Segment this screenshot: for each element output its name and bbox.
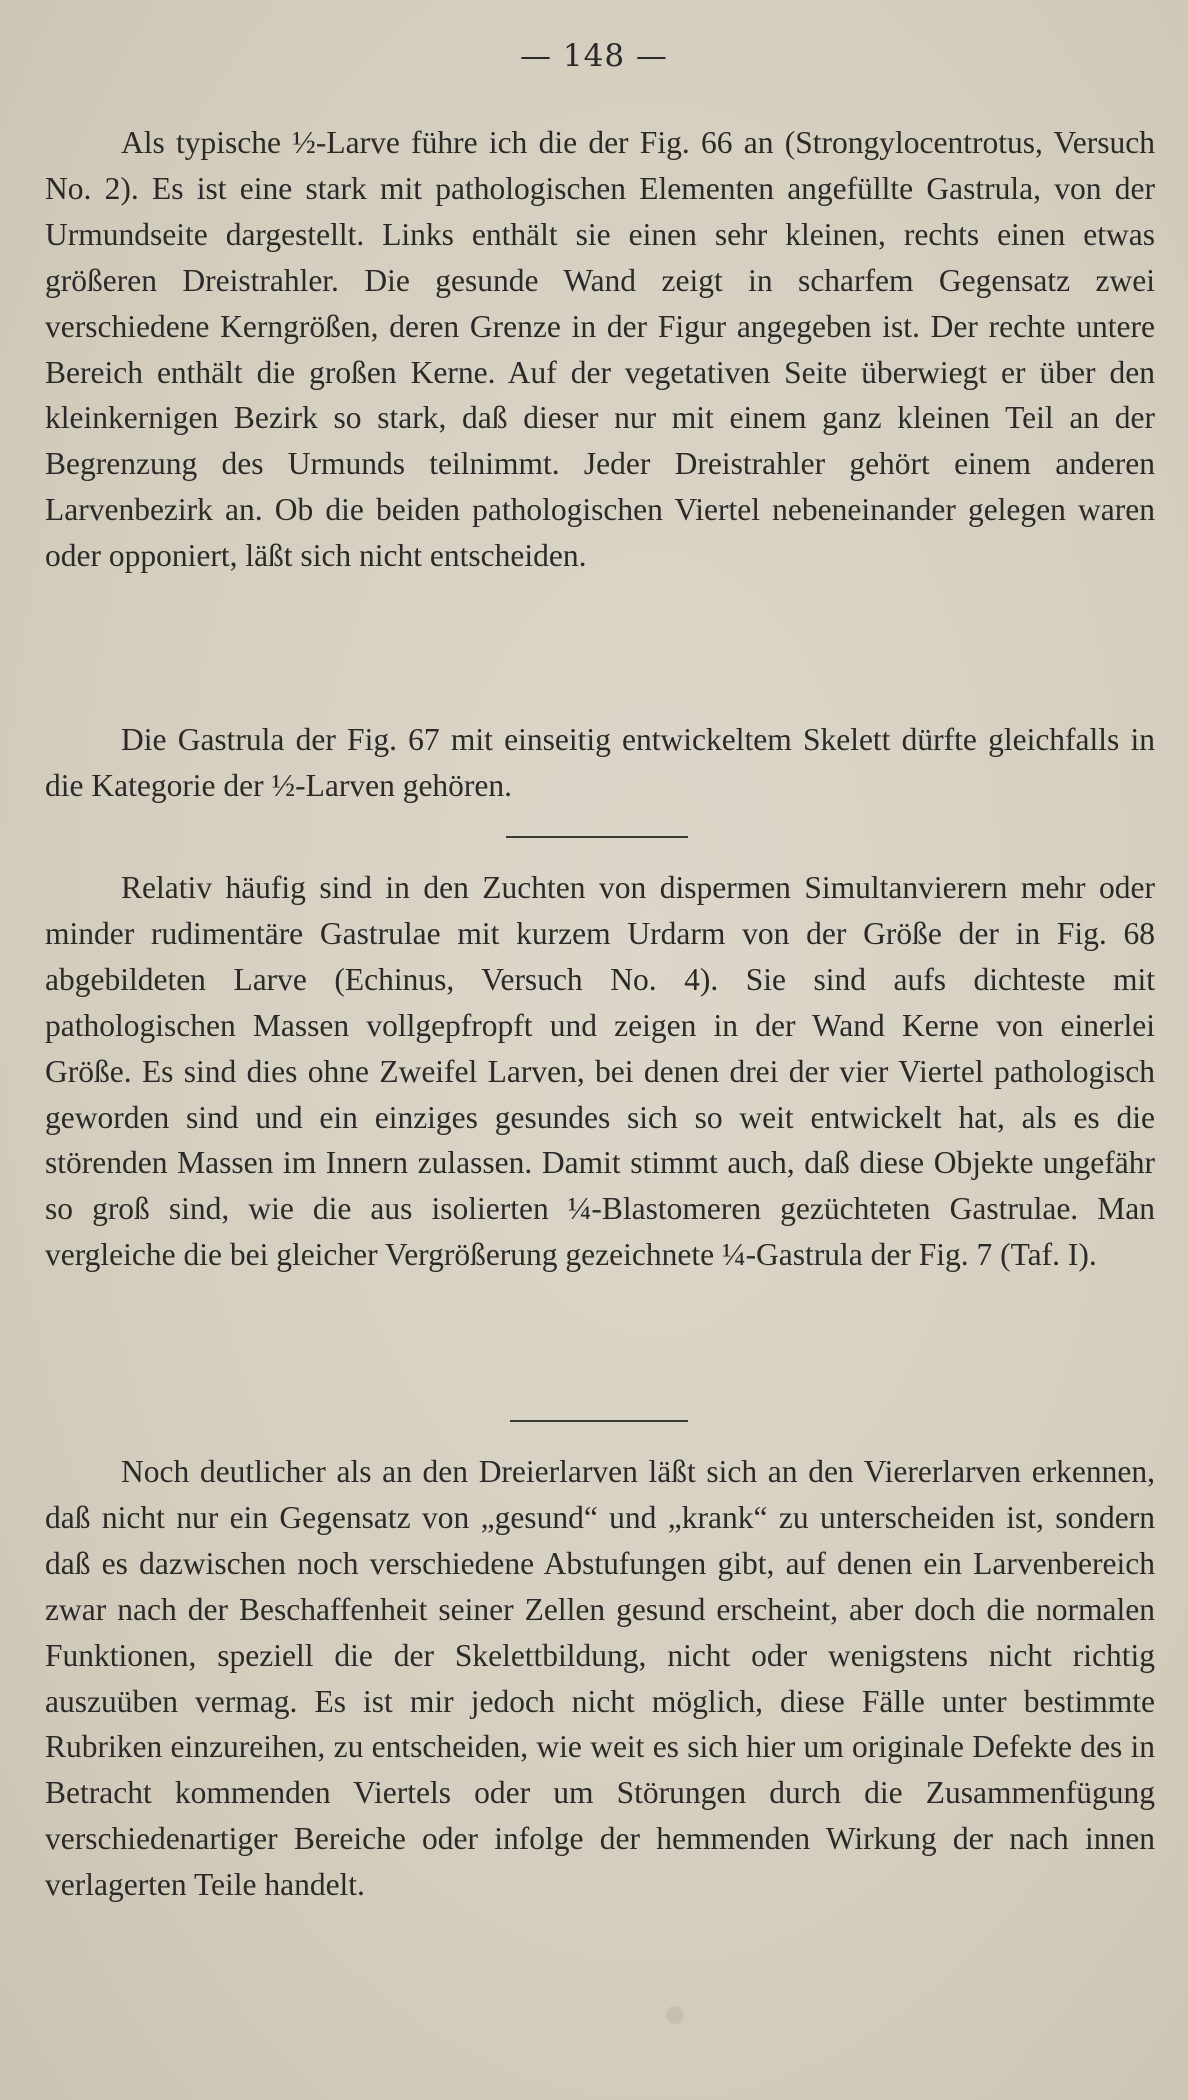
paper-stain: [666, 2006, 684, 2024]
paragraph-3: [45, 865, 1155, 1278]
paragraph-1: [45, 120, 1155, 579]
page-number: — 148 —: [520, 38, 668, 74]
paragraph-4: [45, 1449, 1155, 1908]
paragraph-text: Noch deutlicher als an den Dreierlarven läßt sich an den Viererlarven erkennen, daß nicht nur ein Gegensatz von „gesund“ und „krank“ zu unterscheiden ist, sondern daß es dazwischen noch verschiedene Abstufungen gibt, auf denen ein Larvenbereich zwar nach der Beschaffenheit seiner Zellen gesund erscheint, aber doch die normalen Funktionen, speziell die der Skelettbildung, nicht oder wenigstens nicht richtig auszuüben vermag. Es ist mir jedoch nicht möglich, diese Fälle unter bestimmte Rubriken einzureihen, zu entscheiden, wie weit es sich hier um originale Defekte des in Betracht kommenden Viertels oder um Störungen durch die Zusammenfügung verschiedenartiger Bereiche oder infolge der hemmenden Wirkung der nach innen verlagerten Teile handelt.: [45, 1454, 1155, 1903]
paragraph-text: Relativ häufig sind in den Zuchten von dispermen Simultanvierern mehr oder minder rudimentäre Gastrulae mit kurzem Urdarm von der Größe der in Fig. 68 abgebildeten Larve (Echinus, Versuch No. 4). Sie sind aufs dichteste mit pathologischen Massen vollgepfropft und zeigen in der Wand Kerne von einerlei Größe. Es sind dies ohne Zweifel Larven, bei denen drei der vier Viertel pathologisch geworden sind und ein einziges gesundes sich so weit entwickelt hat, als es die störenden Massen im Innern zulassen. Damit stimmt auch, daß diese Objekte ungefähr so groß sind, wie die aus isolierten ¼-Blastomeren gezüchteten Gastrulae. Man vergleiche die bei gleicher Vergrößerung gezeichnete ¼-Gastrula der Fig. 7 (Taf. I).: [45, 870, 1155, 1273]
paragraph-text: Die Gastrula der Fig. 67 mit einseitig entwickeltem Skelett dürfte gleichfalls in die Kategorie der ½-Larven gehören.: [45, 722, 1155, 803]
section-divider: [510, 1420, 688, 1422]
section-divider: [506, 836, 688, 838]
paragraph-2: [45, 717, 1155, 809]
paragraph-text: Als typische ½-Larve führe ich die der Fig. 66 an (Strongylocentrotus, Versuch No. 2). Es ist eine stark mit pathologischen Elementen angefüllte Gastrula, von der Urmundseite dargestellt. Links enthält sie einen sehr kleinen, rechts einen etwas größeren Dreistrahler. Die gesunde Wand zeigt in scharfem Gegensatz zwei verschiedene Kerngrößen, deren Grenze in der Figur angegeben ist. Der rechte untere Bereich enthält die großen Kerne. Auf der vegetativen Seite überwiegt er über den kleinkernigen Bezirk so stark, daß dieser nur mit einem ganz kleinen Teil an der Begrenzung des Urmunds teilnimmt. Jeder Dreistrahler gehört einem anderen Larvenbezirk an. Ob die beiden pathologischen Viertel nebeneinander gelegen waren oder opponiert, läßt sich nicht entscheiden.: [45, 125, 1155, 574]
